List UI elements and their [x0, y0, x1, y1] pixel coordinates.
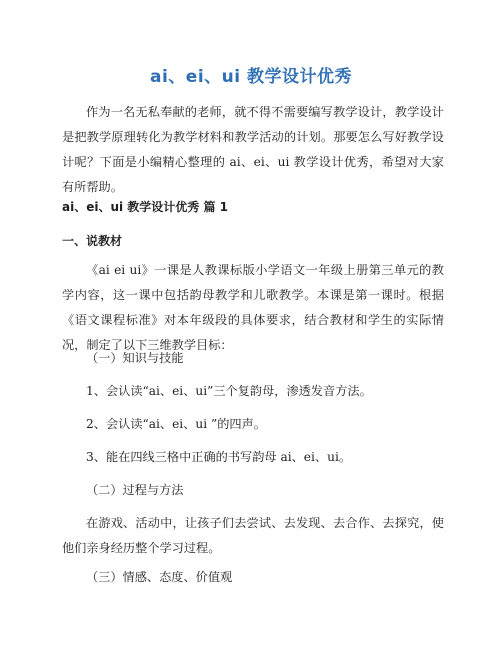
- subheading-knowledge-skills: （一）知识与技能: [86, 351, 184, 365]
- subheading-process-method: （二）过程与方法: [86, 483, 184, 497]
- list-item-2: 2、会认读“ai、ei、ui ”的四声。: [86, 417, 266, 431]
- paragraph-process: 在游戏、活动中，让孩子们去尝试、去发现、去合作、去探究，使他们亲身经历整个学习过程。: [62, 516, 444, 555]
- section-title: ai、ei、ui 教学设计优秀 篇 1: [62, 200, 229, 214]
- list-item-1: 1、会认读“ai、ei、ui”三个复韵母，渗透发音方法。: [86, 384, 372, 398]
- subheading-emotion-values: （三）情感、态度、价值观: [86, 570, 233, 584]
- intro-paragraph: 作为一名无私奉献的老师，就不得不需要编写教学设计，教学设计是把教学原理转化为教学材料和教学活动的计划。那要怎么写好教学设计呢？下面是小编精心整理的 ai、ei、ui 教学设计优秀，希望对大家有所帮助。: [62, 105, 444, 194]
- paragraph-material: 《ai ei ui》一课是人教课标版小学语文一年级上册第三单元的教学内容，这一课中包括韵母教学和儿歌教学。本课是第一课时。根据《语文课程标准》对本年级段的具体要求，结合教材和学生的实际情况，制定了以下三维教学目标：: [62, 263, 444, 352]
- document-title: ai、ei、ui 教学设计优秀: [149, 67, 352, 87]
- list-item-3: 3、能在四线三格中正确的书写韵母 ai、ei、ui。: [86, 450, 352, 464]
- heading-teaching-material: 一、说教材: [62, 234, 123, 248]
